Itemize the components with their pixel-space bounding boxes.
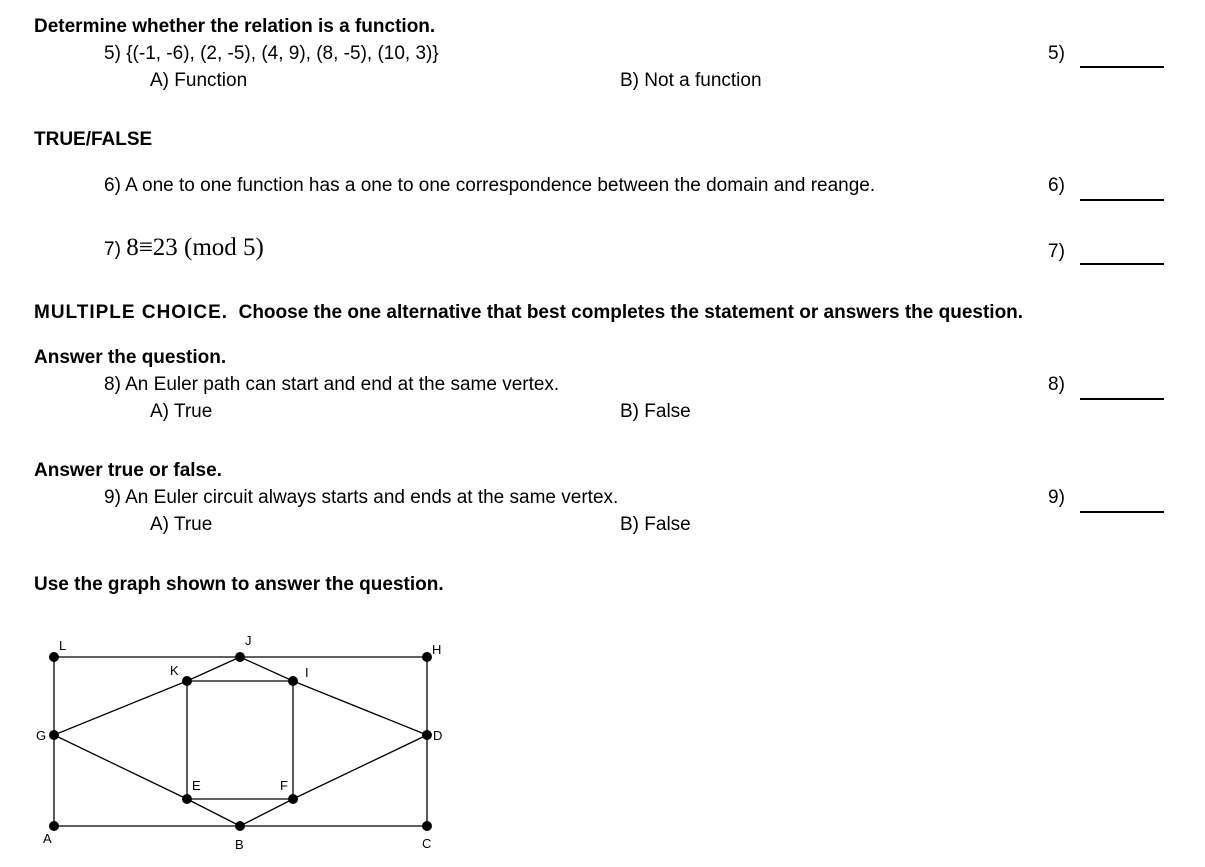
edge-G-K (54, 681, 187, 735)
edge-K-J (187, 657, 240, 681)
edge-G-E (54, 735, 187, 799)
subheading-answer-true-false: Answer true or false. (34, 460, 222, 481)
vertex-E (182, 794, 192, 804)
question-5-option-b[interactable]: B) Not a function (620, 70, 762, 91)
question-9-option-b[interactable]: B) False (620, 514, 691, 535)
question-9-text: 9) An Euler circuit always starts and ends at the same vertex. (104, 487, 619, 508)
vertex-G (49, 730, 59, 740)
edge-B-F (240, 799, 293, 826)
graph-vertex-labels (36, 633, 442, 852)
label-I: I (305, 665, 309, 680)
edge-E-B (187, 799, 240, 826)
question-5-number: 5) (104, 43, 121, 64)
edge-F-D (293, 735, 427, 799)
label-E: E (192, 778, 201, 793)
vertex-C (422, 821, 432, 831)
vertex-B (235, 821, 245, 831)
graph-vertices (49, 652, 432, 831)
edge-J-I (240, 657, 293, 681)
label-B: B (235, 837, 244, 852)
answer-label-5: 5) (1048, 43, 1065, 64)
answer-label-7: 7) (1048, 241, 1065, 262)
section-heading-true-false: TRUE/FALSE (34, 129, 153, 150)
graph-edges (54, 657, 427, 826)
label-J: J (245, 633, 252, 648)
question-8-text: 8) An Euler path can start and end at the same vertex. (104, 374, 560, 395)
label-D: D (433, 728, 443, 743)
multiple-choice-instruction: Choose the one alternative that best completes the statement or answers the question. (238, 302, 1024, 323)
label-C: C (422, 836, 432, 851)
answer-label-8: 8) (1048, 374, 1065, 395)
multiple-choice-lead: MULTIPLE CHOICE. (34, 302, 229, 323)
section-heading-function: Determine whether the relation is a function. (34, 16, 436, 37)
question-6-text: 6) A one to one function has a one to one correspondence between the domain and reange. (104, 175, 876, 196)
question-7-number: 7) (104, 239, 121, 260)
question-9-option-a[interactable]: A) True (150, 514, 213, 535)
subheading-answer-question: Answer the question. (34, 347, 227, 368)
label-A: A (43, 831, 52, 846)
label-K: K (170, 663, 179, 678)
question-5-option-a[interactable]: A) Function (150, 70, 248, 91)
label-L: L (59, 638, 67, 653)
vertex-J (235, 652, 245, 662)
subheading-use-graph: Use the graph shown to answer the question. (34, 574, 444, 595)
vertex-F (288, 794, 298, 804)
label-H: H (432, 642, 442, 657)
vertex-K (182, 676, 192, 686)
vertex-H (422, 652, 432, 662)
vertex-D (422, 730, 432, 740)
question-7-expression: 8≡23 (mod 5) (126, 234, 264, 261)
answer-label-9: 9) (1048, 487, 1065, 508)
label-G: G (36, 728, 47, 743)
question-5-relation: {(-1, -6), (2, -5), (4, 9), (8, -5), (10, 3)} (126, 43, 439, 64)
edge-I-D (293, 681, 427, 735)
vertex-I (288, 676, 298, 686)
answer-label-6: 6) (1048, 175, 1065, 196)
label-F: F (280, 778, 288, 793)
question-8-option-b[interactable]: B) False (620, 401, 691, 422)
vertex-L (49, 652, 59, 662)
vertex-A (49, 821, 59, 831)
question-8-option-a[interactable]: A) True (150, 401, 213, 422)
